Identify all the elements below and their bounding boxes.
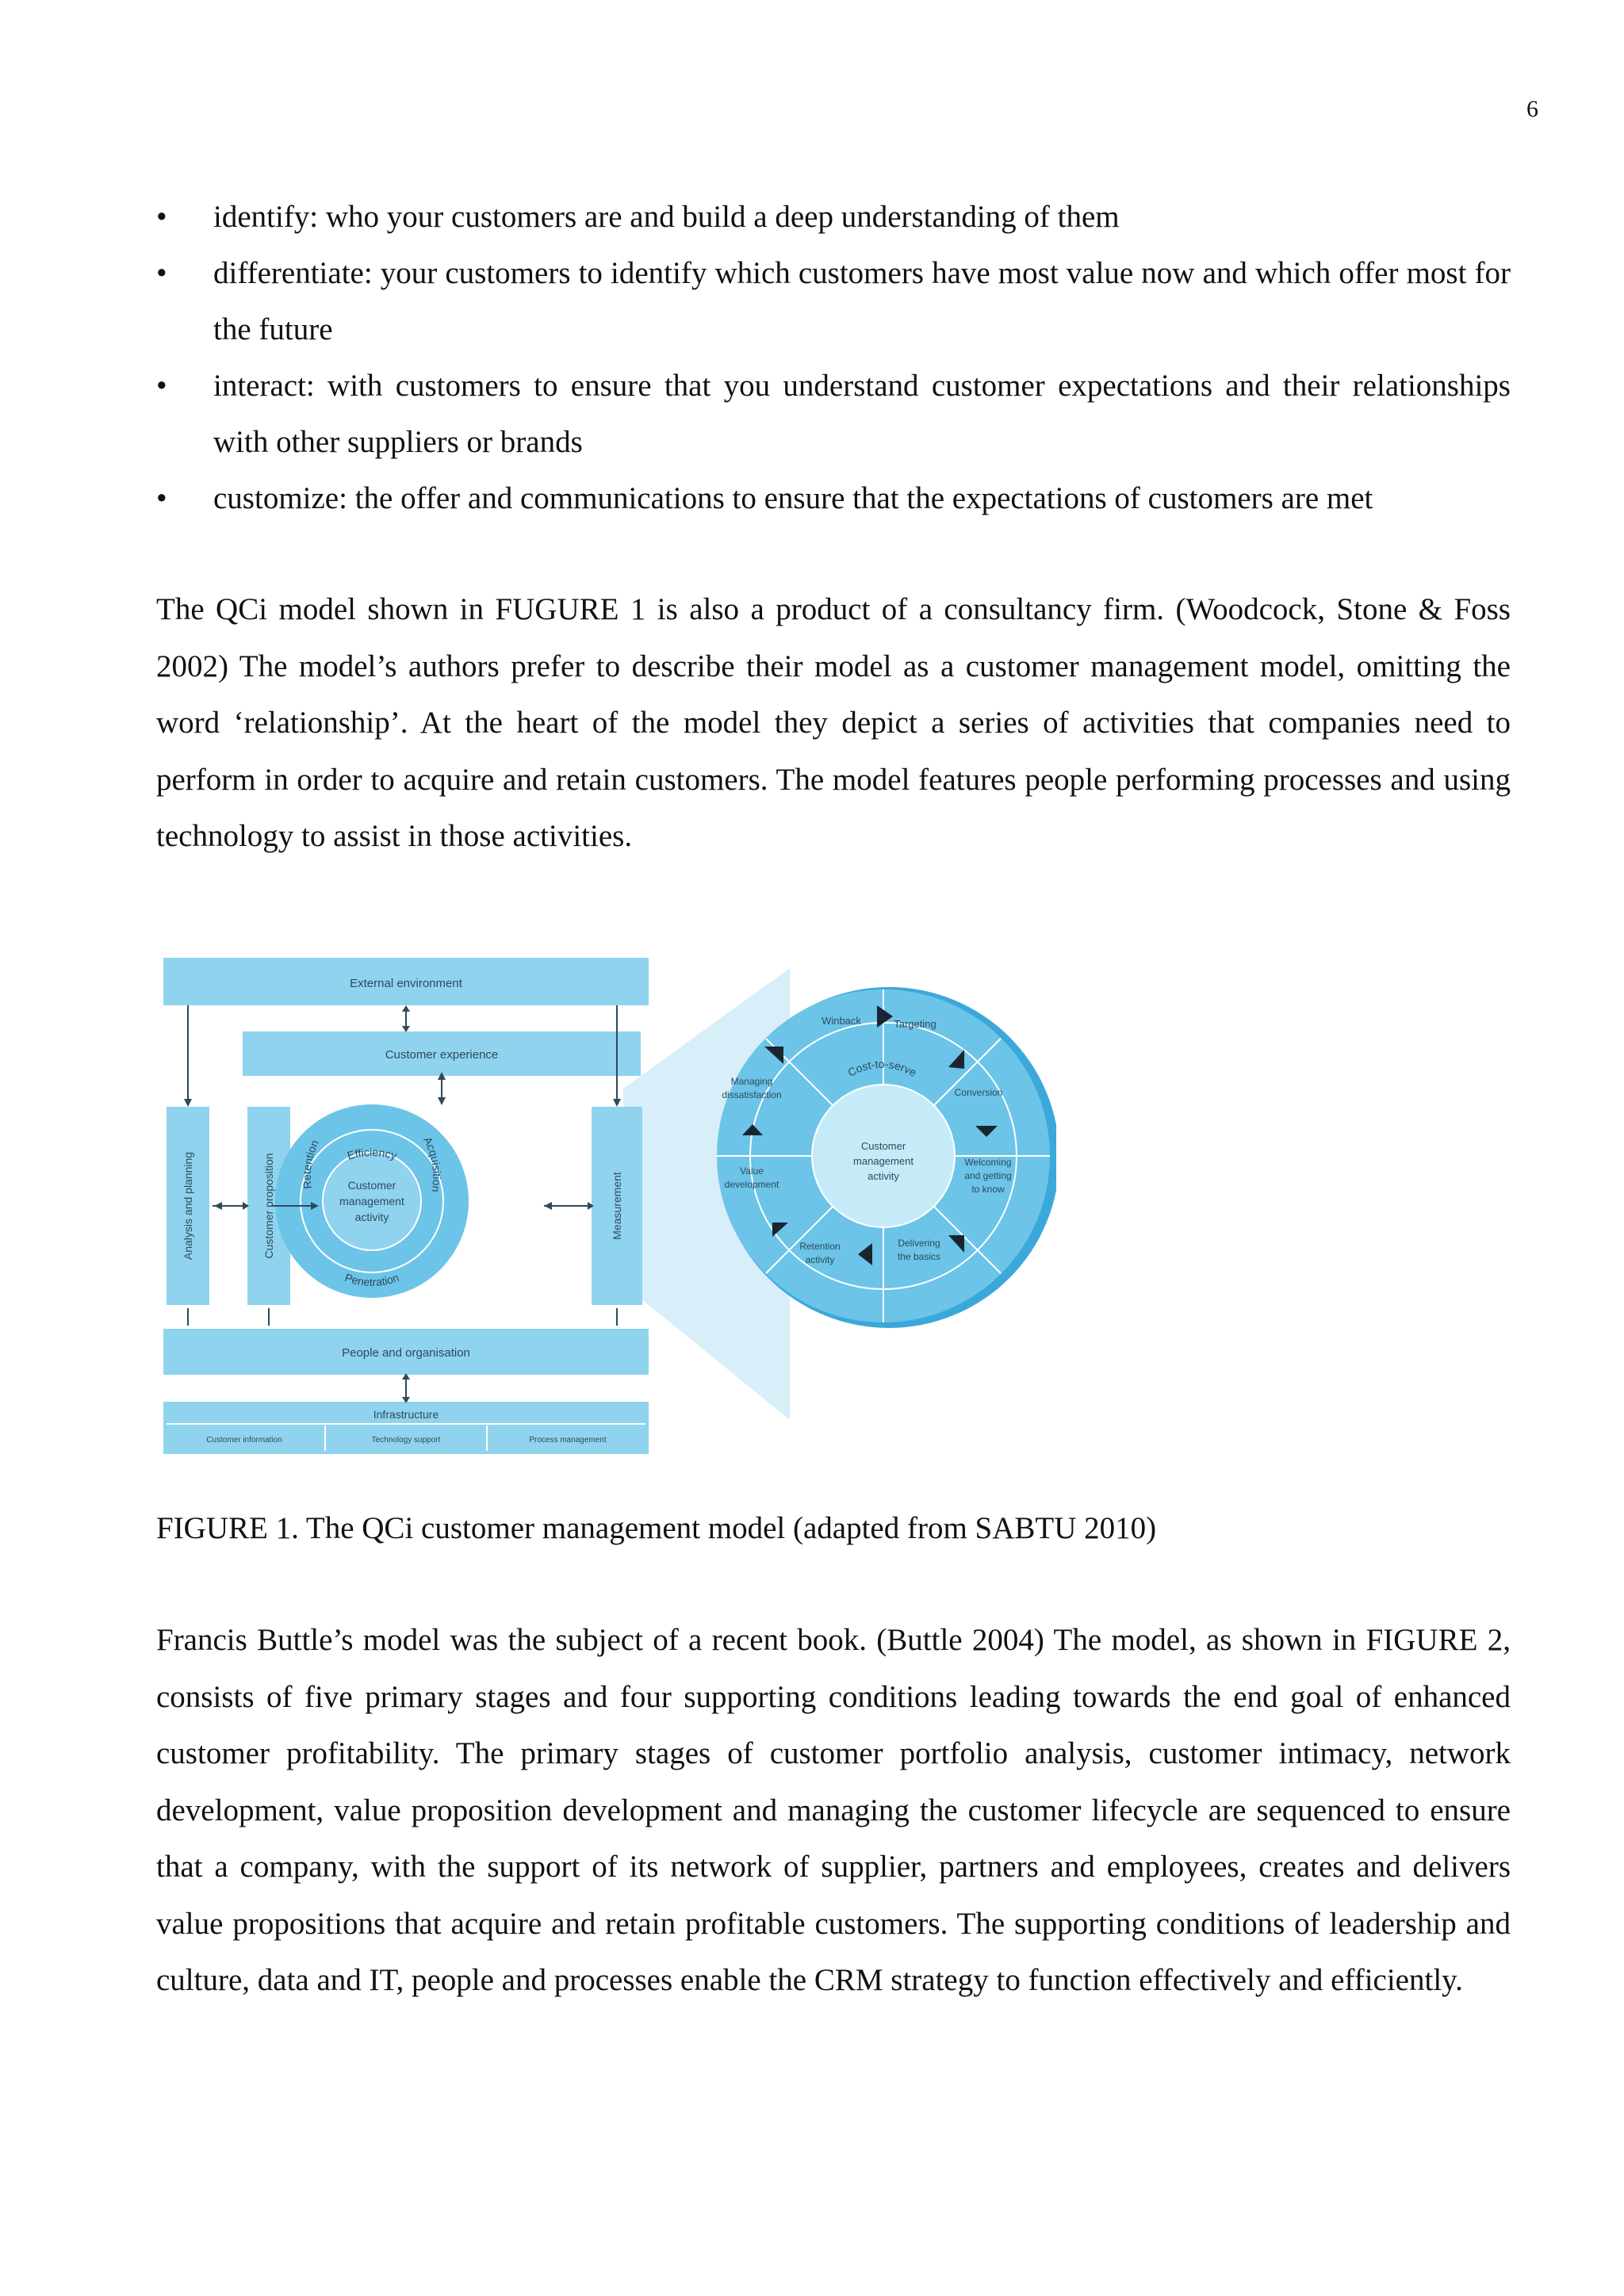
- efficiency-label: Efficiency: [346, 1145, 399, 1162]
- bullet-item-interact: [156, 358, 1511, 470]
- people-organisation-label: People and organisation: [342, 1346, 470, 1360]
- winback-label: Winback: [822, 1015, 861, 1027]
- bullet-text: identify: who your customers are and build a deep understanding of them: [213, 200, 1120, 234]
- measurement-label: Measurement: [611, 1172, 623, 1240]
- delivering-line1: Delivering: [898, 1238, 940, 1249]
- managing-dissatisfaction-line1: Managing: [730, 1076, 773, 1087]
- core-cma-line2: management: [853, 1155, 914, 1167]
- bullet-marker: •: [156, 256, 167, 290]
- bullet-item-differentiate: [156, 245, 1511, 358]
- figure-caption: FIGURE 1. The QCi customer management model (adapted from SABTU 2010): [156, 1511, 1157, 1545]
- retention-activity-line2: activity: [805, 1254, 835, 1265]
- external-environment-label: External environment: [350, 977, 462, 990]
- cma-line2: management: [339, 1195, 404, 1207]
- qci-model-figure: [155, 926, 1056, 1465]
- paragraph-buttle-model: Francis Buttle’s model was the subject of a recent book. (Buttle 2004) The model, as shown in FIGURE 2, consists of five primary stages and four supporting conditions leading towards the end goal of enhanced customer profitability. The primary stages of customer portfolio analysis, customer intimacy, network development, value proposition development and managing the customer lifecycle are sequenced to ensure that a company, with the support of its network of supplier, partners and employees, creates and delivers value propositions that acquire and retain profitable customers. The supporting conditions of leadership and culture, data and IT, people and processes enable the CRM strategy to function effectively and efficiently.: [156, 1623, 1511, 1997]
- welcoming-line2: and getting: [964, 1170, 1012, 1181]
- conversion-label: Conversion: [954, 1087, 1003, 1098]
- acquisition-label: Acquisition: [421, 1135, 444, 1194]
- qci-model-diagram: [155, 926, 1056, 1465]
- retention-activity-line1: Retention: [799, 1241, 841, 1252]
- bullet-text: customize: the offer and communications to ensure that the expectations of customers are met: [213, 481, 1373, 515]
- paragraph-qci-model: The QCi model shown in FUGURE 1 is also a product of a consultancy firm. (Woodcock, Stone & Foss 2002) The model’s authors prefer to describe their model as a customer management model, omitting the word ‘relationship’. At the heart of the model they depict a series of activities that companies need to perform in order to acquire and retain customers. The model features people performing processes and using technology to assist in those activities.: [156, 592, 1511, 853]
- core-cma-line3: activity: [868, 1170, 899, 1182]
- welcoming-line3: to know: [971, 1184, 1005, 1195]
- core-cma-line1: Customer: [860, 1140, 906, 1152]
- analysis-planning-label: Analysis and planning: [182, 1151, 194, 1261]
- cma-line1: Customer: [347, 1179, 396, 1192]
- bullet-marker: •: [156, 200, 167, 234]
- technology-support-label: Technology support: [371, 1436, 441, 1445]
- bullet-text: interact: with customers to ensure that you understand customer expectations and their relationships with other suppliers or brands: [213, 369, 1511, 459]
- bullet-text: differentiate: your customers to identify which customers have most value now and which offer most for the future: [213, 256, 1511, 346]
- bullet-marker: •: [156, 481, 167, 515]
- cma-line3: activity: [354, 1211, 389, 1223]
- bullet-item-customize: [156, 470, 1511, 526]
- penetration-label: Penetration: [343, 1270, 401, 1289]
- customer-experience-label: Customer experience: [385, 1048, 499, 1062]
- managing-dissatisfaction-line2: dissatisfaction: [722, 1089, 782, 1100]
- process-management-label: Process management: [529, 1436, 607, 1445]
- targeting-label: Targeting: [894, 1018, 936, 1030]
- value-development-line2: development: [724, 1179, 779, 1190]
- page-number: 6: [1526, 96, 1538, 122]
- delivering-line2: the basics: [897, 1251, 941, 1262]
- customer-proposition-label: Customer proposition: [262, 1153, 275, 1259]
- cost-to-serve-label: Cost-to-serve: [845, 1057, 919, 1079]
- bullet-marker: •: [156, 369, 167, 403]
- retention-label: Retention: [300, 1137, 322, 1190]
- infrastructure-label: Infrastructure: [373, 1408, 439, 1421]
- welcoming-line1: Welcoming: [964, 1157, 1012, 1168]
- bullet-list: [156, 189, 1511, 526]
- customer-information-label: Customer information: [206, 1436, 282, 1445]
- bullet-item-identify: [156, 189, 1511, 245]
- value-development-line1: Value: [740, 1165, 764, 1177]
